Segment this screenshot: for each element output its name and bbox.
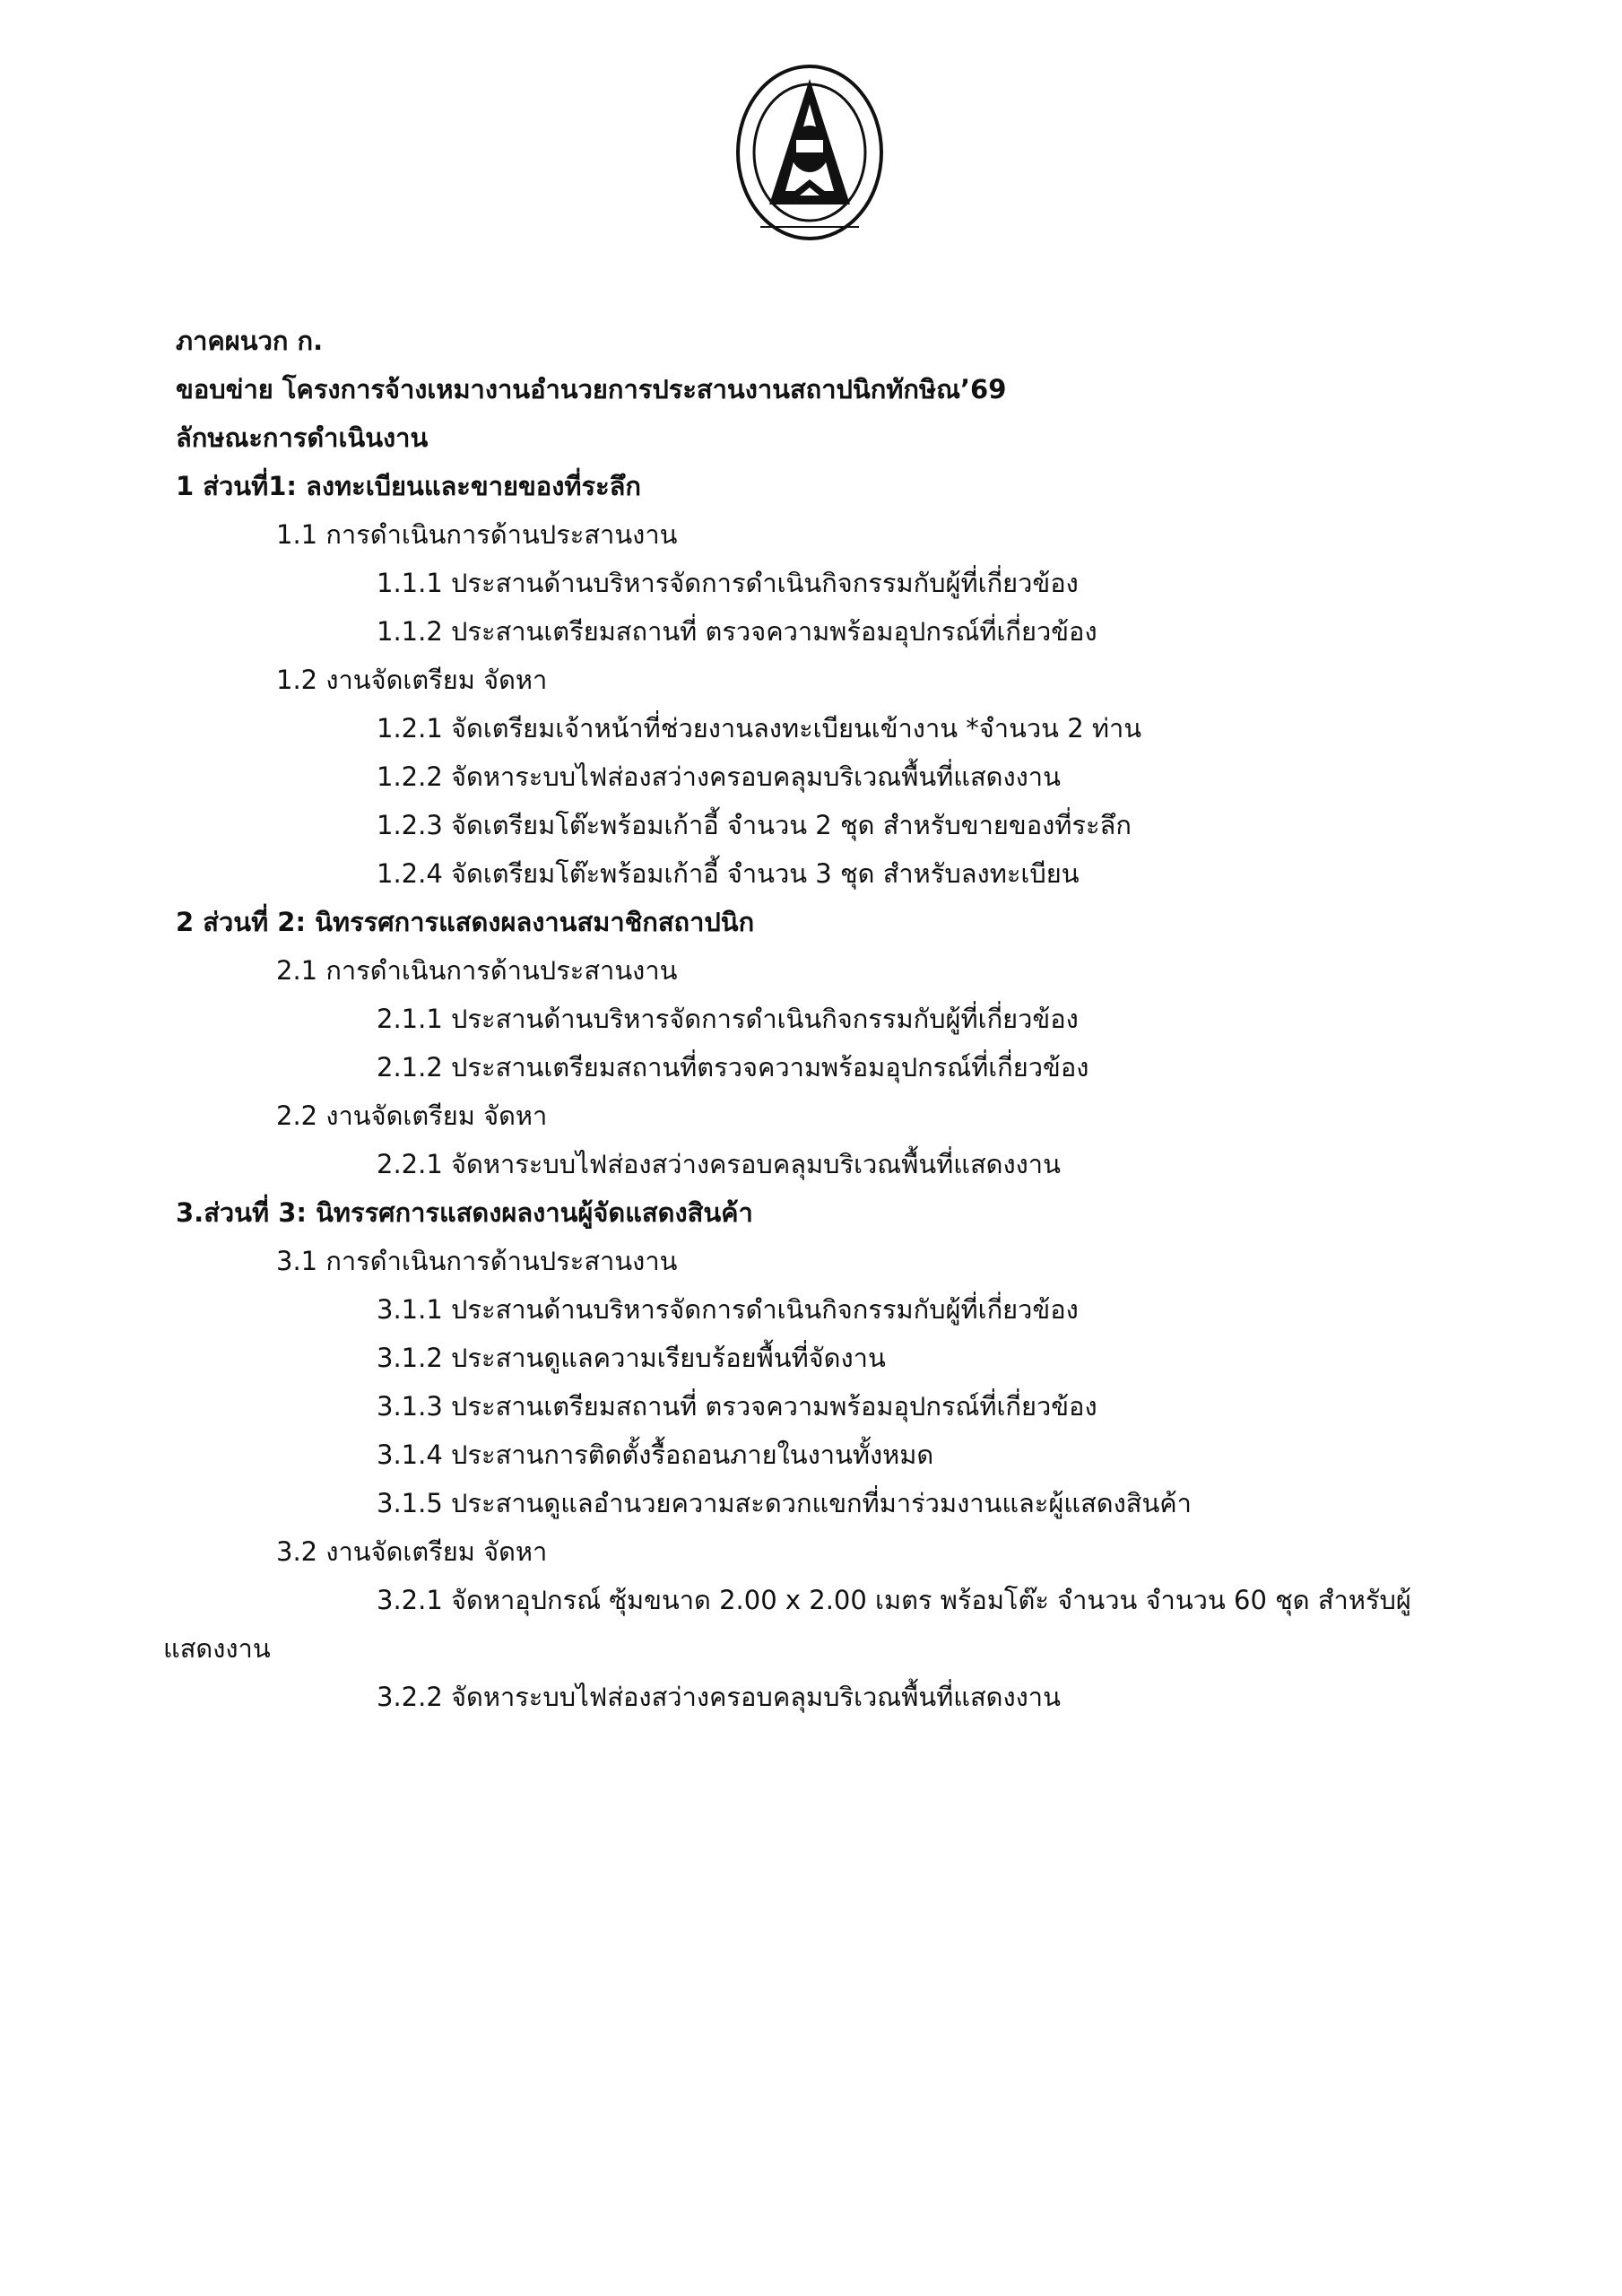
- scope-title: ขอบข่าย โครงการจ้างเหมางานอำนวยการประสานงานสถาปนิกทักษิณ’69: [176, 374, 1007, 404]
- list-item: 1.2.1 จัดเตรียมเจ้าหน้าที่ช่วยงานลงทะเบียนเข้างาน *จำนวน 2 ท่าน: [377, 713, 1142, 744]
- operation-heading: ลักษณะการดำเนินงาน: [176, 422, 429, 453]
- list-item: 1.1.2 ประสานเตรียมสถานที่ ตรวจความพร้อมอุปกรณ์ที่เกี่ยวข้อง: [377, 616, 1097, 647]
- list-item: 1.2.4 จัดเตรียมโต๊ะพร้อมเก้าอี้ จำนวน 3 ชุด สำหรับลงทะเบียน: [377, 858, 1080, 889]
- subsection-heading: 3.2 งานจัดเตรียม จัดหา: [276, 1536, 548, 1567]
- list-item: 2.1.2 ประสานเตรียมสถานที่ตรวจความพร้อมอุปกรณ์ที่เกี่ยวข้อง: [377, 1052, 1089, 1083]
- list-item: 1.1.1 ประสานด้านบริหารจัดการดำเนินกิจกรรมกับผู้ที่เกี่ยวข้อง: [377, 568, 1079, 598]
- subsection-heading: 1.2 งานจัดเตรียม จัดหา: [276, 665, 548, 695]
- list-item: 3.2.2 จัดหาระบบไฟส่องสว่างครอบคลุมบริเวณพื้นที่แสดงงาน: [377, 1682, 1061, 1712]
- subsection-heading: 2.2 งานจัดเตรียม จัดหา: [276, 1100, 548, 1131]
- list-item: 1.2.3 จัดเตรียมโต๊ะพร้อมเก้าอี้ จำนวน 2 ชุด สำหรับขายของที่ระลึก: [377, 810, 1132, 840]
- list-item-wrap: แสดงงาน: [163, 1633, 271, 1664]
- association-seal-logo: [733, 61, 886, 249]
- section-heading: 1 ส่วนที่1: ลงทะเบียนและขายของที่ระลึก: [176, 471, 641, 501]
- list-item: 1.2.2 จัดหาระบบไฟส่องสว่างครอบคลุมบริเวณพื้นที่แสดงงาน: [377, 761, 1061, 792]
- list-item: 2.1.1 ประสานด้านบริหารจัดการดำเนินกิจกรรมกับผู้ที่เกี่ยวข้อง: [377, 1004, 1079, 1034]
- subsection-heading: 1.1 การดำเนินการด้านประสานงาน: [276, 519, 678, 550]
- list-item: 3.1.4 ประสานการติดตั้งรื้อถอนภายในงานทั้งหมด: [377, 1439, 934, 1470]
- subsection-heading: 3.1 การดำเนินการด้านประสานงาน: [276, 1246, 678, 1276]
- list-item: 3.1.5 ประสานดูแลอำนวยความสะดวกแขกที่มาร่วมงานและผู้แสดงสินค้า: [377, 1488, 1192, 1518]
- subsection-heading: 2.1 การดำเนินการด้านประสานงาน: [276, 955, 678, 986]
- seal-icon: [733, 61, 886, 249]
- section-heading: 2 ส่วนที่ 2: นิทรรศการแสดงผลงานสมาชิกสถาปนิก: [176, 907, 755, 937]
- list-item: 3.2.1 จัดหาอุปกรณ์ ซุ้มขนาด 2.00 x 2.00 เมตร พร้อมโต๊ะ จำนวน จำนวน 60 ชุด สำหรับผู้: [377, 1585, 1411, 1615]
- list-item: 3.1.1 ประสานด้านบริหารจัดการดำเนินกิจกรรมกับผู้ที่เกี่ยวข้อง: [377, 1294, 1079, 1325]
- appendix-title: ภาคผนวก ก.: [176, 326, 324, 356]
- list-item: 3.1.3 ประสานเตรียมสถานที่ ตรวจความพร้อมอุปกรณ์ที่เกี่ยวข้อง: [377, 1391, 1097, 1422]
- list-item: 3.1.2 ประสานดูแลความเรียบร้อยพื้นที่จัดงาน: [377, 1343, 886, 1373]
- section-heading: 3.ส่วนที่ 3: นิทรรศการแสดงผลงานผู้จัดแสดงสินค้า: [176, 1197, 753, 1228]
- list-item: 2.2.1 จัดหาระบบไฟส่องสว่างครอบคลุมบริเวณพื้นที่แสดงงาน: [377, 1149, 1061, 1179]
